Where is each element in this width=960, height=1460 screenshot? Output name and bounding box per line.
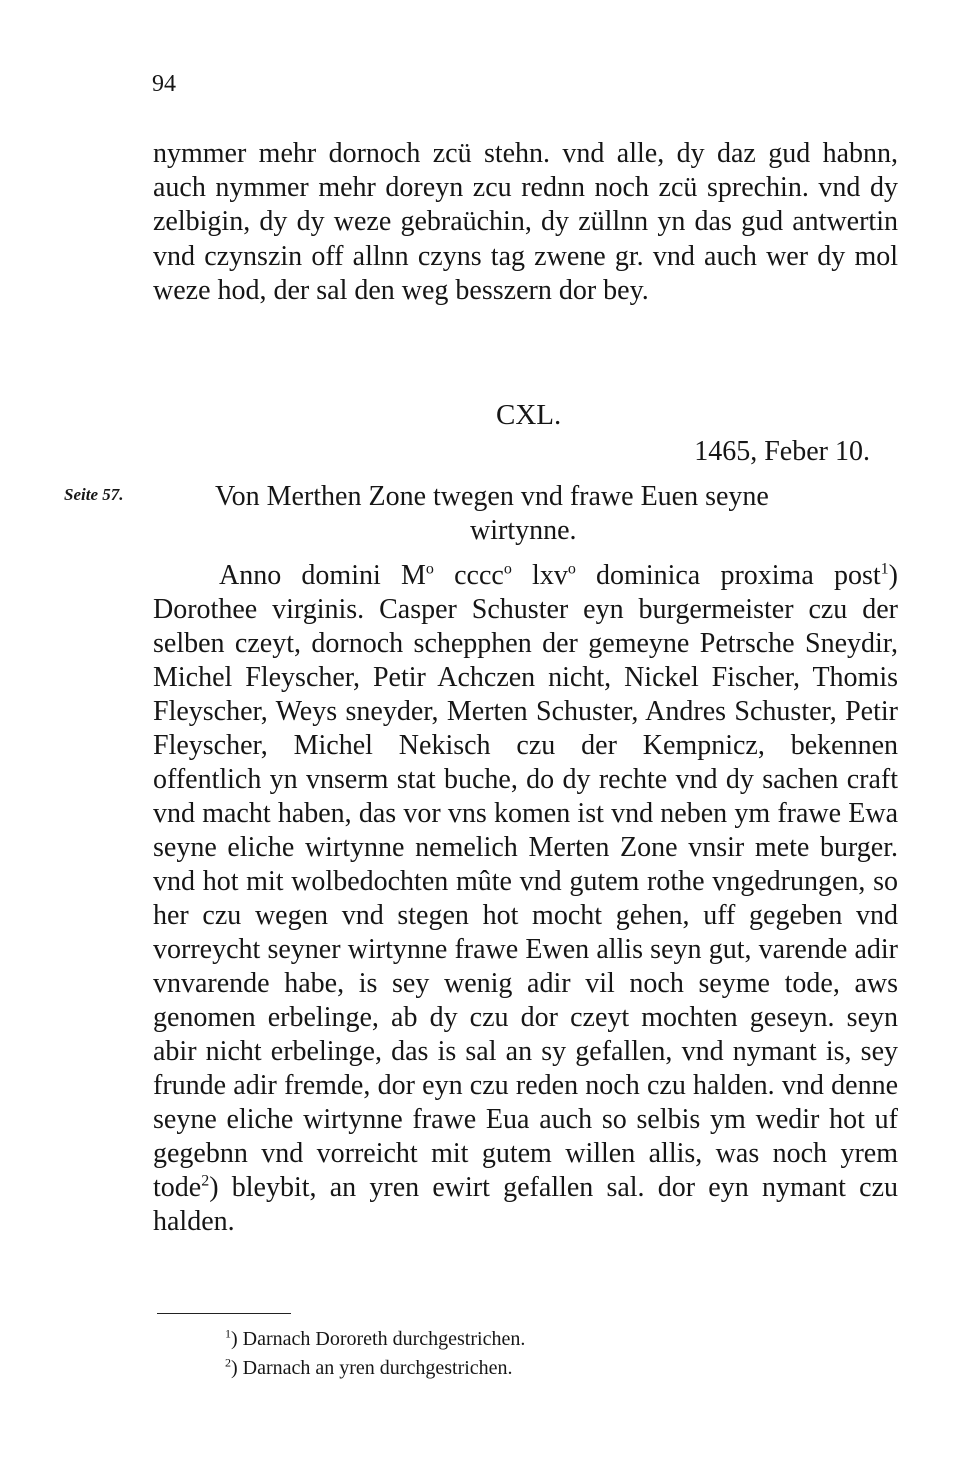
body-part-2: ) bleybit, an yren ewirt gefallen sal. dor eyn nymant czu halden. — [153, 1172, 898, 1237]
footnotes — [225, 1325, 525, 1383]
superscript-o: o — [567, 560, 576, 578]
superscript-o: o — [503, 560, 512, 578]
continuation-paragraph: nymmer mehr dornoch zcü stehn. vnd alle, dy daz gud habnn, auch nymmer mehr doreyn zcu rednn noch zcü sprechin. vnd dy zelbigin, dy dy weze gebraüchin, dy züllnn yn das gud antwertin vnd czynszin off allnn czyns tag zwene gr. vnd auch wer dy mol weze hod, der sal den weg besszern dor bey. — [153, 138, 898, 306]
page-number: 94 — [152, 71, 176, 97]
footnote-ref-1: 1 — [880, 560, 889, 578]
body-post: dominica proxima post — [575, 560, 881, 591]
superscript-o: o — [425, 560, 434, 578]
body-intro: Anno domini M — [219, 560, 426, 591]
footnote-mark: 1 — [225, 1326, 231, 1341]
document-date: 1465, Feber 10. — [694, 436, 870, 467]
document-summary — [215, 480, 769, 548]
footnote-separator — [157, 1313, 291, 1314]
body-first-line — [153, 559, 898, 593]
summary-line-1: Von Merthen Zone twegen vnd frawe Euen seyne — [215, 481, 769, 512]
footnote-text: ) Darnach an yren durchgestrichen. — [231, 1357, 513, 1379]
body-cccc: cccc — [433, 560, 504, 591]
margin-page-reference: Seite 57. — [64, 485, 124, 504]
footnote-text: ) Darnach Dororeth durchgestrichen. — [231, 1328, 526, 1350]
body-part-1: Dorothee virginis. Casper Schuster eyn burgermeister czu der selben czeyt, dornoch schepphen der gemeyne Petrsche Sneydir, Michel Fleyscher, Petir Achczen nicht, Nickel Fischer, Thomis Fleyscher, Weys sneyder, Merten Schuster, Andres Schuster, Petir Fleyscher, Michel Nekisch czu der Kempnicz, bekennen offentlich yn vnserm stat buche, do dy rechte vnd dy sachen craft vnd macht haben, das vor vns komen ist vnd neben ym frawe Ewa seyne eliche wirtynne nemelich Merten Zone vnsir mete burger. vnd hot mit wolbedochten mûte vnd gutem rothe vngedrungen, so her czu wegen vnd stegen hot mocht gehen, uff gegeben vnd vorreycht seyner wirtynne frawe Ewen allis seyn gut, varende adir vnvarende habe, is sey wenig adir vil noch seyme tode, aws genomen erbelinge, ab dy czu dor czeyt mochten geseyn. seyn abir nicht erbelinge, das is sal an sy gefallen, vnd nymant is, sey frunde adir fremde, dor eyn czu reden noch czu halden. vnd denne seyne eliche wirtynne frawe Eua auch so selbis ym wedir hot uf gegebnn vnd vorreicht mit gutem willen allis, was noch yrem tode — [153, 594, 898, 1203]
footnote-1 — [225, 1325, 525, 1354]
body-lxv: lxv — [511, 560, 568, 591]
footnote-ref-2: 2 — [201, 1172, 210, 1190]
footnote-2 — [225, 1354, 525, 1383]
footnote-mark: 2 — [225, 1355, 231, 1370]
summary-line-2: wirtynne. — [470, 515, 577, 546]
close-paren: ) — [888, 560, 898, 591]
document-number: CXL. — [496, 399, 562, 431]
document-body — [153, 559, 898, 1239]
